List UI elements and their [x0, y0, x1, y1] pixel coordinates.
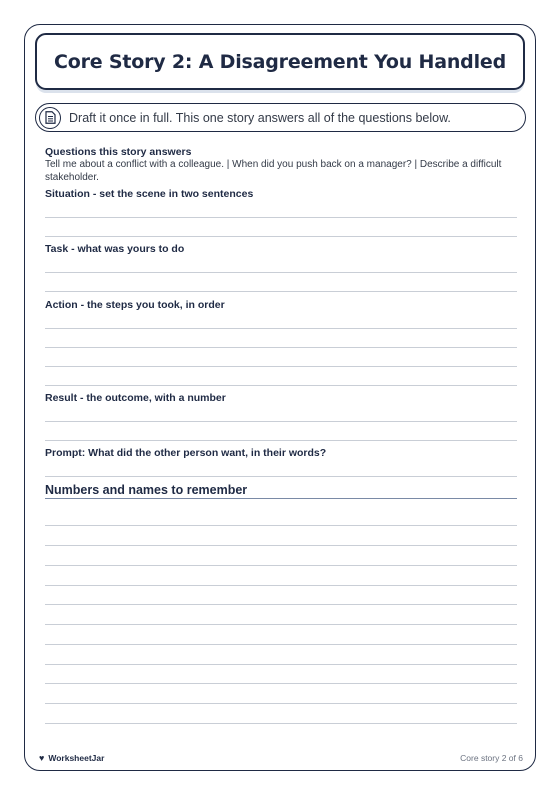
title-banner — [35, 33, 525, 90]
writing-line[interactable] — [45, 683, 517, 684]
writing-line[interactable] — [45, 272, 517, 273]
brand-name: WorksheetJar — [48, 753, 105, 763]
task-section — [45, 243, 517, 293]
writing-line[interactable] — [45, 440, 517, 441]
prompt-section — [45, 447, 517, 479]
writing-line[interactable] — [45, 565, 517, 566]
writing-line[interactable] — [45, 217, 517, 218]
document-icon — [39, 107, 61, 129]
task-label: Task - what was yours to do — [45, 243, 185, 255]
action-section — [45, 299, 517, 389]
notes-title: Numbers and names to remember — [45, 483, 517, 499]
writing-line[interactable] — [45, 366, 517, 367]
result-section — [45, 392, 517, 442]
writing-line[interactable] — [45, 585, 517, 586]
worksheet-page — [24, 24, 536, 771]
situation-section — [45, 188, 517, 238]
writing-line[interactable] — [45, 291, 517, 292]
writing-line[interactable] — [45, 347, 517, 348]
heart-icon: ♥ — [39, 753, 45, 763]
page-number: Core story 2 of 6 — [460, 753, 523, 763]
notes-lines — [45, 503, 517, 733]
questions-heading: Questions this story answers — [45, 146, 192, 158]
writing-line[interactable] — [45, 328, 517, 329]
questions-block — [45, 146, 517, 184]
footer — [39, 751, 523, 765]
situation-label: Situation - set the scene in two sentences — [45, 188, 254, 200]
page-title: Core Story 2: A Disagreement You Handled — [54, 50, 506, 73]
writing-line[interactable] — [45, 385, 517, 386]
writing-line[interactable] — [45, 476, 517, 477]
instruction-text: Draft it once in full. This one story answers all of the questions below. — [69, 110, 451, 125]
prompt-label: Prompt: What did the other person want, in their words? — [45, 447, 327, 459]
instruction-banner — [35, 103, 526, 132]
writing-line[interactable] — [45, 624, 517, 625]
brand — [39, 753, 104, 763]
writing-line[interactable] — [45, 236, 517, 237]
action-label: Action - the steps you took, in order — [45, 299, 225, 311]
result-label: Result - the outcome, with a number — [45, 392, 226, 404]
writing-line[interactable] — [45, 604, 517, 605]
writing-line[interactable] — [45, 644, 517, 645]
writing-line[interactable] — [45, 723, 517, 724]
writing-line[interactable] — [45, 525, 517, 526]
writing-line[interactable] — [45, 703, 517, 704]
writing-line[interactable] — [45, 545, 517, 546]
questions-text: Tell me about a conflict with a colleague. | When did you push back on a manager? | Describe a difficult stakeholder. — [45, 159, 502, 183]
writing-line[interactable] — [45, 664, 517, 665]
writing-line[interactable] — [45, 421, 517, 422]
